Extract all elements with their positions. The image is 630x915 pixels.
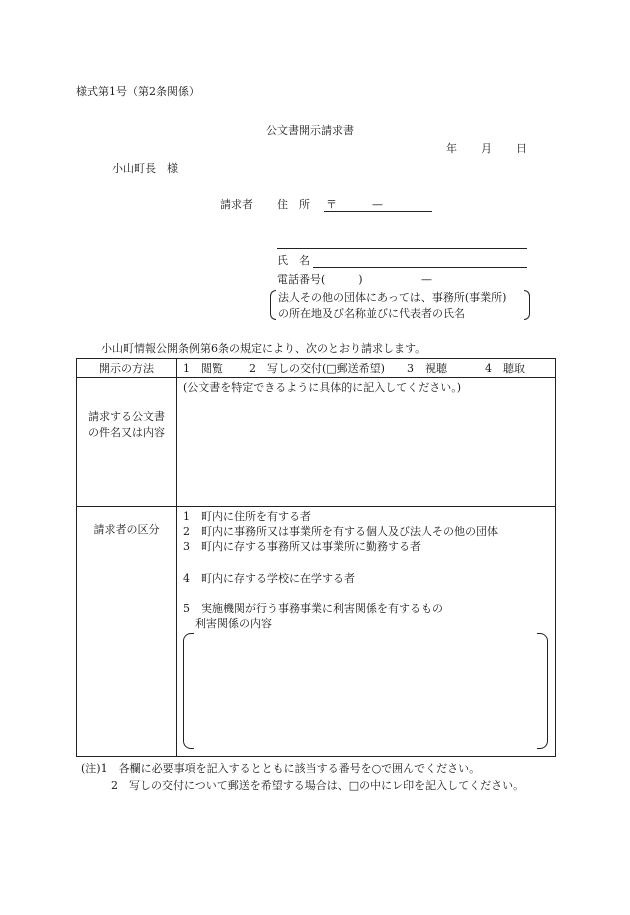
method-option-3[interactable]: 3 視聴 (407, 362, 447, 375)
corp-note-line-1: 法人その他の団体にあっては、事務所(事業所) (278, 291, 507, 304)
document-input-area[interactable] (177, 395, 555, 505)
request-table (76, 358, 556, 757)
name-label: 氏 名 (277, 254, 310, 267)
document-hint: (公文書を特定できるように具体的に記入してください。) (183, 381, 462, 394)
document-label-line-2: の件名又は内容 (88, 426, 165, 439)
category-option-3[interactable]: 3 町内に存する事務所又は事業所に勤務する者 (183, 540, 421, 553)
address-underline (324, 211, 432, 212)
note-2: 2 写しの交付について郵送を希望する場合は、□の中にレ印を記入してください。 (111, 779, 525, 792)
intro-text: 小山町情報公開条例第6条の規定により、次のとおり請求します。 (101, 342, 427, 355)
phone-dash: — (421, 273, 432, 286)
requester-label: 請求者 (220, 198, 253, 211)
name-underline (313, 267, 527, 268)
method-option-4[interactable]: 4 聴取 (485, 362, 525, 375)
note-1: (注)1 各欄に必要事項を記入するとともに該当する番号を○で囲んでください。 (81, 762, 481, 775)
interest-label: 利害関係の内容 (195, 617, 272, 630)
date-day: 日 (516, 142, 527, 155)
addressee: 小山町長 様 (112, 162, 178, 175)
date-year: 年 (446, 142, 457, 155)
interest-input-area[interactable] (195, 635, 541, 745)
category-option-1[interactable]: 1 町内に住所を有する者 (183, 510, 311, 523)
date-month: 月 (481, 142, 492, 155)
document-label-line-1: 請求する公文書 (88, 410, 165, 423)
address-line-2 (277, 248, 527, 249)
document-label (77, 409, 176, 441)
category-label: 請求者の区分 (93, 523, 160, 536)
method-option-2[interactable]: 2 写しの交付(□郵送希望) (249, 362, 385, 375)
corp-note-line-2: の所在地及び名称並びに代表者の氏名 (278, 307, 465, 320)
category-option-5[interactable]: 5 実施機関が行う事務事業に利害関係を有するもの (183, 602, 443, 615)
interest-bracket-left (183, 633, 194, 749)
method-label: 開示の方法 (99, 362, 154, 375)
postal-mark: 〒 (326, 198, 337, 211)
method-option-1[interactable]: 1 閲覧 (183, 362, 223, 375)
page-title: 公文書開示請求書 (266, 124, 354, 137)
interest-bracket-right (537, 633, 548, 749)
table-row-divider-2 (77, 506, 555, 507)
form-number: 様式第1号（第2条関係） (76, 85, 200, 98)
table-row-divider-1 (77, 377, 555, 378)
category-option-4[interactable]: 4 町内に存する学校に在学する者 (183, 572, 355, 585)
address-label: 住 所 (277, 198, 310, 211)
category-option-2[interactable]: 2 町内に事務所又は事業所を有する個人及び法人その他の団体 (183, 525, 498, 538)
phone-label: 電話番号( ) (277, 273, 363, 286)
corp-note-bracket-left (270, 290, 276, 320)
corp-note-bracket-right (524, 290, 530, 320)
postal-dash: — (372, 198, 383, 211)
